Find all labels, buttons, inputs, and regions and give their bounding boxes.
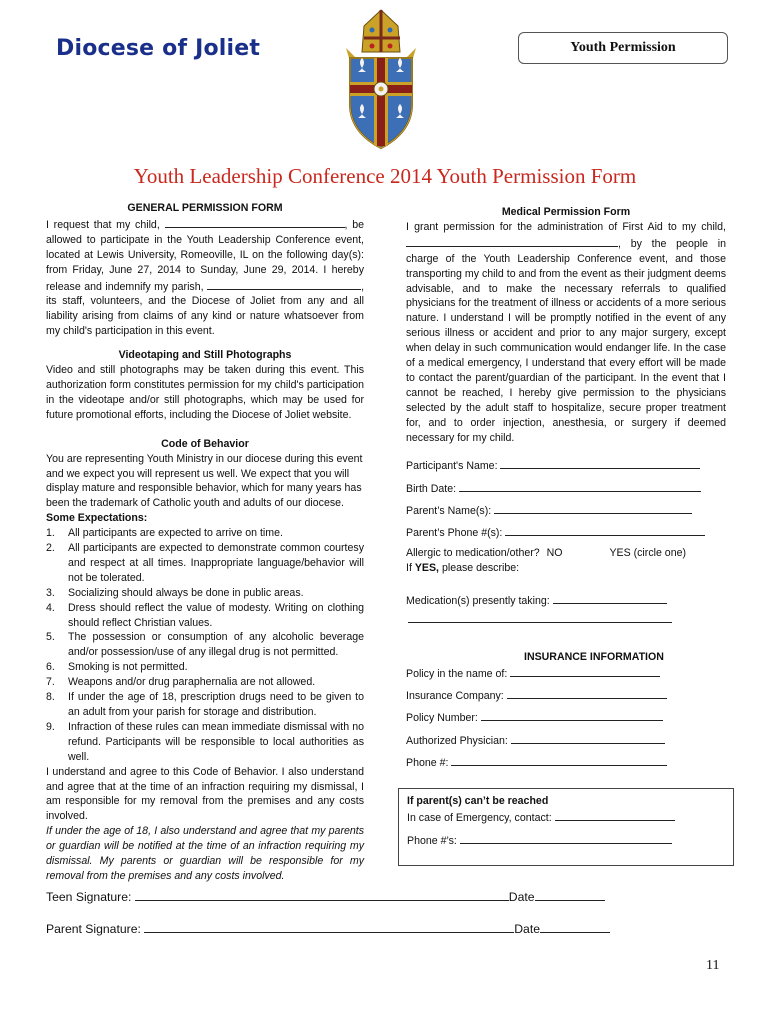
insurance-company-field: Insurance Company: xyxy=(406,687,667,703)
agree-text: I understand and agree to this Code of Behavior. I also understand and agree that at the time of an infraction requiring my dismissal, I am responsible for my removal from the premises and any costs involved. xyxy=(46,765,364,823)
left-column xyxy=(46,201,364,884)
list-item: 8. If under the age of 18, prescription drugs need to be given to an adult from your parish for storage and distribution. xyxy=(46,691,364,718)
parents-phone-field: Parent’s Phone #(s): xyxy=(406,524,705,540)
emergency-phones-input[interactable] xyxy=(460,832,672,844)
policy-name-field: Policy in the name of: xyxy=(406,665,660,681)
physician-phone-field: Phone #: xyxy=(406,754,667,770)
list-item: 1. All participants are expected to arrive on time. xyxy=(46,527,283,540)
medical-heading: Medical Permission Form xyxy=(501,206,631,218)
insurance-heading: INSURANCE INFORMATION xyxy=(524,651,664,663)
list-item: 3. Socializing should always be done in public areas. xyxy=(46,586,304,599)
right-fields xyxy=(406,0,736,1024)
medications-field: Medication(s) presently taking: xyxy=(406,592,667,608)
page-number: 11 xyxy=(706,958,720,973)
child-name-blank[interactable] xyxy=(165,216,345,228)
birth-date-input[interactable] xyxy=(459,480,701,492)
participant-name-field: Participant's Name: xyxy=(406,457,700,473)
expectations-label: Some Expectations: xyxy=(46,512,148,525)
if-yes-describe: If YES, please describe: xyxy=(406,562,520,574)
emergency-contact-field: In case of Emergency, contact: xyxy=(407,809,675,825)
teen-signature-row: Teen Signature: Date xyxy=(46,888,605,904)
form-title: Youth Leadership Conference 2014 Youth Permission Form xyxy=(133,164,637,188)
form-label: Youth Permission xyxy=(570,40,676,55)
parent-signature-input[interactable] xyxy=(144,920,514,933)
parents-names-field: Parent’s Name(s): xyxy=(406,502,692,518)
expectations-list xyxy=(46,526,364,765)
participant-name-input[interactable] xyxy=(500,457,700,469)
medications-input[interactable] xyxy=(553,592,667,604)
emergency-contact-input[interactable] xyxy=(555,809,675,821)
code-of-behavior-intro: You are representing Youth Ministry in our diocese during this event and we expect you will represent us well. We expect that you will display mature and responsible behavior, which for many years has been the trademark of Catholic youth and adults of our diocese. xyxy=(46,452,363,510)
list-item: 5. The possession or consumption of any alcoholic beverage and/or possession/use of any illegal drug is not permitted. xyxy=(46,631,364,659)
parish-name-blank[interactable] xyxy=(207,278,361,290)
list-item: 2. All participants are expected to demonstrate common courtesy and respect at all times. Inappropriate language/behavior will not be tolerated. xyxy=(46,542,364,584)
policy-name-input[interactable] xyxy=(510,665,660,677)
allergic-no-option[interactable]: NO xyxy=(546,547,563,559)
organization-name: Diocese of Joliet xyxy=(56,36,261,61)
teen-signature-input[interactable] xyxy=(135,888,509,901)
minor-text: If under the age of 18, I also understand and agree that my parents or guardian will be notified at the time of an infraction requiring my dismissal. My parents or guardian will be responsible for my removal from the premises and any costs involved. xyxy=(46,825,364,882)
list-item: 7. Weapons and/or drug paraphernalia are not allowed. xyxy=(46,676,316,689)
birth-date-field: Birth Date: xyxy=(406,480,701,496)
list-item: 6. Smoking is not permitted. xyxy=(46,661,188,674)
general-permission-text: I request that my child, , be allowed to participate in the Youth Leadership Conference event, located at Lewis University, Romeoville, IL on the following day(s): from Friday, June 27, 2014 to Sunday, June 29, 2014. I hereby release and indemnify my parish, , its staff, volunteers, and the Diocese of Joliet from any and all liability arising from claims of any kind or nature whatsoever from my child's participation in this event. xyxy=(46,216,364,339)
cant-reach-heading: If parent(s) can’t be reached xyxy=(407,795,549,807)
parent-signature-row: Parent Signature: Date xyxy=(46,920,610,936)
allergic-yes-option[interactable]: YES (circle one) xyxy=(609,547,687,559)
policy-number-input[interactable] xyxy=(481,709,663,721)
teen-date-input[interactable] xyxy=(535,888,605,901)
insurance-company-input[interactable] xyxy=(507,687,667,699)
parents-names-input[interactable] xyxy=(494,502,692,514)
authorized-physician-field: Authorized Physician: xyxy=(406,732,665,748)
emergency-contact-box xyxy=(398,788,734,866)
list-item: 4. Dress should reflect the value of modesty. Writing on clothing should reflect Christian values. xyxy=(46,601,364,629)
medications-extra-line[interactable] xyxy=(408,622,672,623)
emergency-phones-field: Phone #’s: xyxy=(407,832,672,848)
parent-date-input[interactable] xyxy=(540,920,610,933)
list-item: 9. Infraction of these rules can mean immediate dismissal with no refund. Participants will be responsible to local authorities as well. xyxy=(46,720,364,763)
policy-number-field: Policy Number: xyxy=(406,709,663,725)
parents-phone-input[interactable] xyxy=(505,524,705,536)
allergic-field: Allergic to medication/other? NO YES (circle one) xyxy=(406,547,687,559)
physician-phone-input[interactable] xyxy=(451,754,667,766)
video-heading: Videotaping and Still Photographs xyxy=(118,349,292,362)
general-permission-heading: GENERAL PERMISSION FORM xyxy=(127,202,283,214)
video-text: Video and still photographs may be taken during this event. This authorization form constitutes permission for my child's participation in the videotape and/or still photographs, which may be used for future promotional efforts, including the Diocese of Joliet website. xyxy=(46,364,364,421)
medical-text: I grant permission for the administration of First Aid to my child, , by the people in charge of the Youth Leadership Conference event, and those transporting my child to and from the event as their judgment deems advisable, and to make the necessary referrals to qualified physicians for the treatment of illness or accidents of a more serious nature. I understand I will be promptly notified in the event of any serious illness or accident and prior to any major surgery, except when delay in such communication would endanger life. In the case of a medical emergency, I understand that every effort will be made to contact the parent/guardian of the participant. In the event that I cannot be reached, I hereby give permission to the physicians selected by the adult staff to hospitalize, secure proper treatment for, and to order injection, anesthesia, or surgery if deemed necessary for my child. xyxy=(406,220,726,444)
code-of-behavior-heading: Code of Behavior xyxy=(161,437,249,450)
authorized-physician-input[interactable] xyxy=(511,732,665,744)
